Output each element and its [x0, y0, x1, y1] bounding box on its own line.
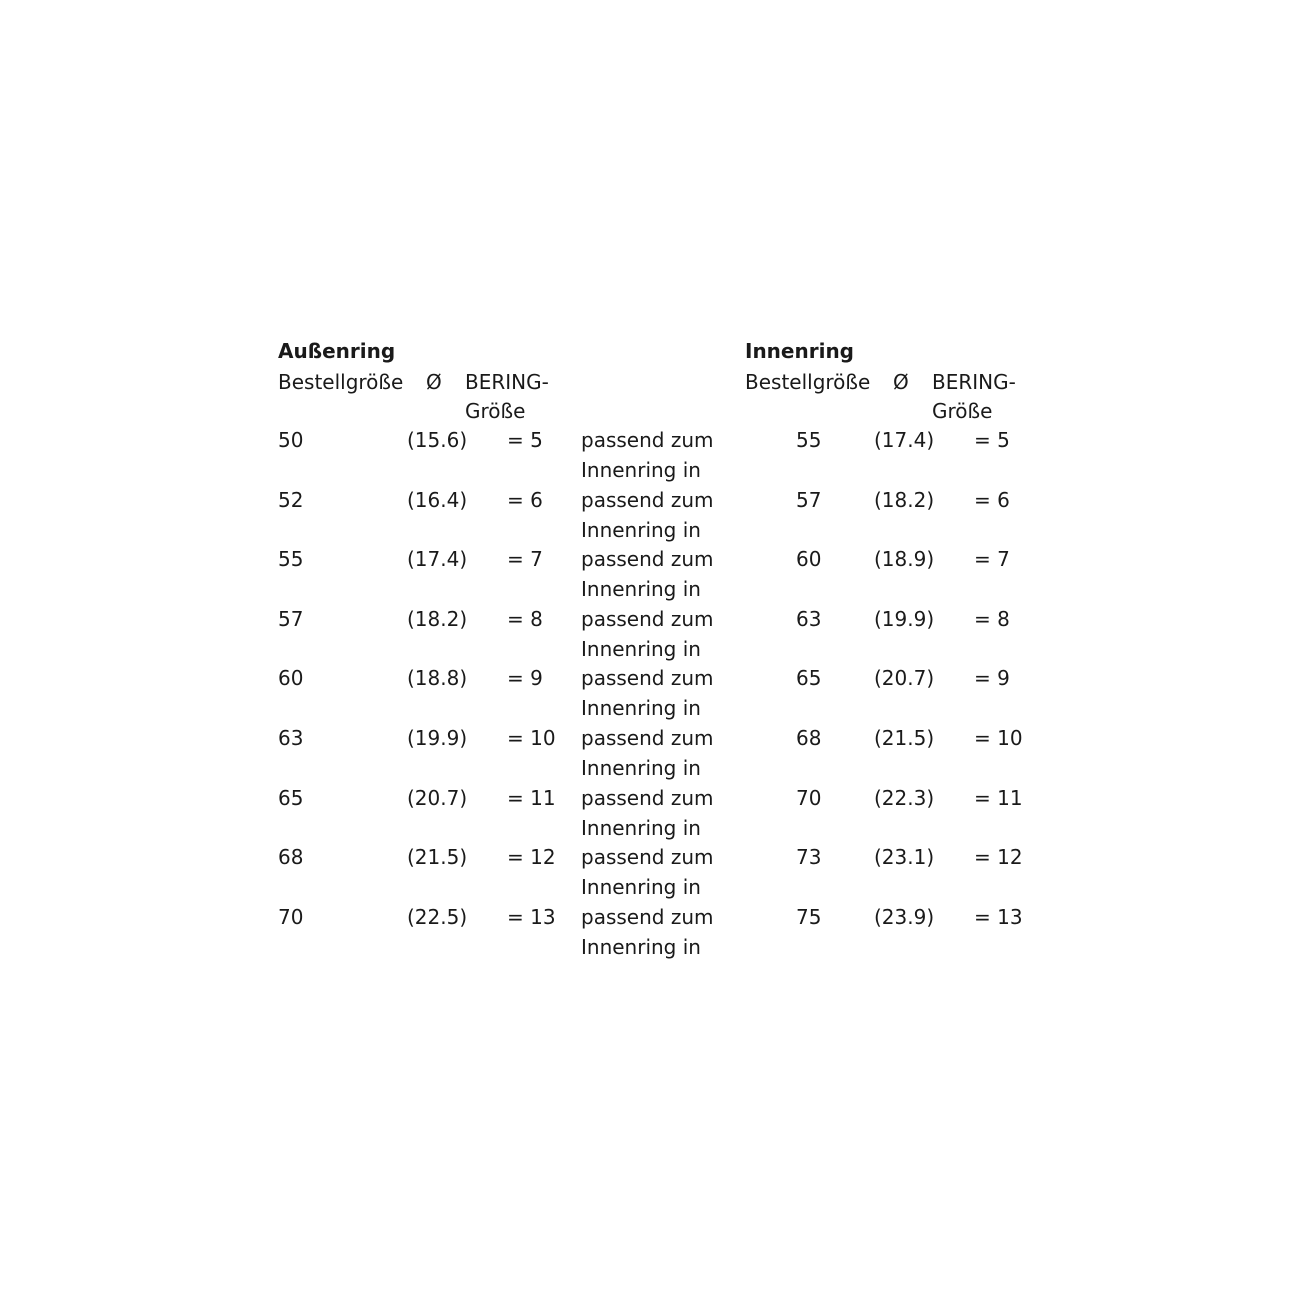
match-note-line1: passend zum — [581, 666, 714, 690]
match-note-line2: Innenring in — [581, 875, 701, 899]
outer-bering-size: = 12 — [507, 845, 556, 869]
inner-order-size: 63 — [796, 607, 822, 631]
match-note-line2: Innenring in — [581, 816, 701, 840]
inner-bering-size: = 12 — [974, 845, 1023, 869]
match-note — [581, 663, 713, 723]
match-note-line2: Innenring in — [581, 696, 701, 720]
table-row — [0, 663, 1300, 723]
outer-diameter: (17.4) — [407, 547, 468, 571]
match-note-line1: passend zum — [581, 488, 714, 512]
match-note — [581, 842, 713, 902]
outer-bering-size: = 8 — [507, 607, 543, 631]
inner-diameter: (18.2) — [874, 488, 935, 512]
outer-order-size: 65 — [278, 786, 304, 810]
match-note-line2: Innenring in — [581, 458, 701, 482]
inner-bering-size: = 13 — [974, 905, 1023, 929]
match-note — [581, 723, 713, 783]
outer-diameter: (19.9) — [407, 726, 468, 750]
outer-col-bering-size-line1: BERING- — [465, 370, 549, 394]
inner-order-size: 68 — [796, 726, 822, 750]
match-note-line1: passend zum — [581, 547, 714, 571]
inner-col-bering-size-line1: BERING- — [932, 370, 1016, 394]
match-note — [581, 902, 713, 962]
outer-bering-size: = 6 — [507, 488, 543, 512]
inner-diameter: (20.7) — [874, 666, 935, 690]
outer-col-bering-size-line2: Größe — [465, 399, 526, 423]
table-row — [0, 842, 1300, 902]
table-row — [0, 783, 1300, 843]
outer-order-size: 60 — [278, 666, 304, 690]
inner-bering-size: = 10 — [974, 726, 1023, 750]
match-note-line2: Innenring in — [581, 518, 701, 542]
outer-bering-size: = 5 — [507, 428, 543, 452]
match-note-line2: Innenring in — [581, 756, 701, 780]
match-note-line1: passend zum — [581, 428, 714, 452]
inner-bering-size: = 9 — [974, 666, 1010, 690]
outer-order-size: 70 — [278, 905, 304, 929]
inner-diameter: (18.9) — [874, 547, 935, 571]
inner-diameter: (23.1) — [874, 845, 935, 869]
inner-bering-size: = 5 — [974, 428, 1010, 452]
outer-bering-size: = 11 — [507, 786, 556, 810]
outer-ring-title: Außenring — [278, 339, 396, 363]
outer-bering-size: = 10 — [507, 726, 556, 750]
match-note — [581, 604, 713, 664]
inner-diameter: (17.4) — [874, 428, 935, 452]
outer-diameter: (15.6) — [407, 428, 468, 452]
outer-col-order-size: Bestellgröße — [278, 370, 404, 394]
outer-bering-size: = 9 — [507, 666, 543, 690]
outer-diameter: (21.5) — [407, 845, 468, 869]
inner-order-size: 65 — [796, 666, 822, 690]
match-note-line1: passend zum — [581, 786, 714, 810]
outer-bering-size: = 7 — [507, 547, 543, 571]
outer-diameter: (18.8) — [407, 666, 468, 690]
match-note-line2: Innenring in — [581, 935, 701, 959]
outer-order-size: 52 — [278, 488, 304, 512]
outer-order-size: 50 — [278, 428, 304, 452]
table-row — [0, 723, 1300, 783]
outer-order-size: 63 — [278, 726, 304, 750]
match-note — [581, 544, 713, 604]
inner-bering-size: = 11 — [974, 786, 1023, 810]
outer-order-size: 68 — [278, 845, 304, 869]
outer-diameter: (18.2) — [407, 607, 468, 631]
outer-col-diameter: Ø — [426, 370, 442, 394]
table-row — [0, 902, 1300, 962]
match-note-line1: passend zum — [581, 845, 714, 869]
inner-diameter: (19.9) — [874, 607, 935, 631]
inner-order-size: 60 — [796, 547, 822, 571]
match-note-line1: passend zum — [581, 726, 714, 750]
inner-diameter: (23.9) — [874, 905, 935, 929]
inner-bering-size: = 8 — [974, 607, 1010, 631]
inner-bering-size: = 6 — [974, 488, 1010, 512]
outer-diameter: (16.4) — [407, 488, 468, 512]
inner-col-diameter: Ø — [893, 370, 909, 394]
outer-diameter: (20.7) — [407, 786, 468, 810]
outer-diameter: (22.5) — [407, 905, 468, 929]
table-row — [0, 544, 1300, 604]
inner-order-size: 73 — [796, 845, 822, 869]
inner-col-order-size: Bestellgröße — [745, 370, 871, 394]
inner-ring-title: Innenring — [745, 339, 854, 363]
inner-order-size: 57 — [796, 488, 822, 512]
match-note — [581, 783, 713, 843]
inner-order-size: 55 — [796, 428, 822, 452]
match-note-line1: passend zum — [581, 607, 714, 631]
inner-col-bering-size-line2: Größe — [932, 399, 993, 423]
table-row — [0, 425, 1300, 485]
inner-diameter: (21.5) — [874, 726, 935, 750]
match-note — [581, 425, 713, 485]
outer-order-size: 57 — [278, 607, 304, 631]
outer-order-size: 55 — [278, 547, 304, 571]
match-note-line1: passend zum — [581, 905, 714, 929]
match-note — [581, 485, 713, 545]
inner-bering-size: = 7 — [974, 547, 1010, 571]
inner-order-size: 75 — [796, 905, 822, 929]
table-row — [0, 604, 1300, 664]
match-note-line2: Innenring in — [581, 637, 701, 661]
match-note-line2: Innenring in — [581, 577, 701, 601]
outer-bering-size: = 13 — [507, 905, 556, 929]
inner-diameter: (22.3) — [874, 786, 935, 810]
inner-order-size: 70 — [796, 786, 822, 810]
table-row — [0, 485, 1300, 545]
